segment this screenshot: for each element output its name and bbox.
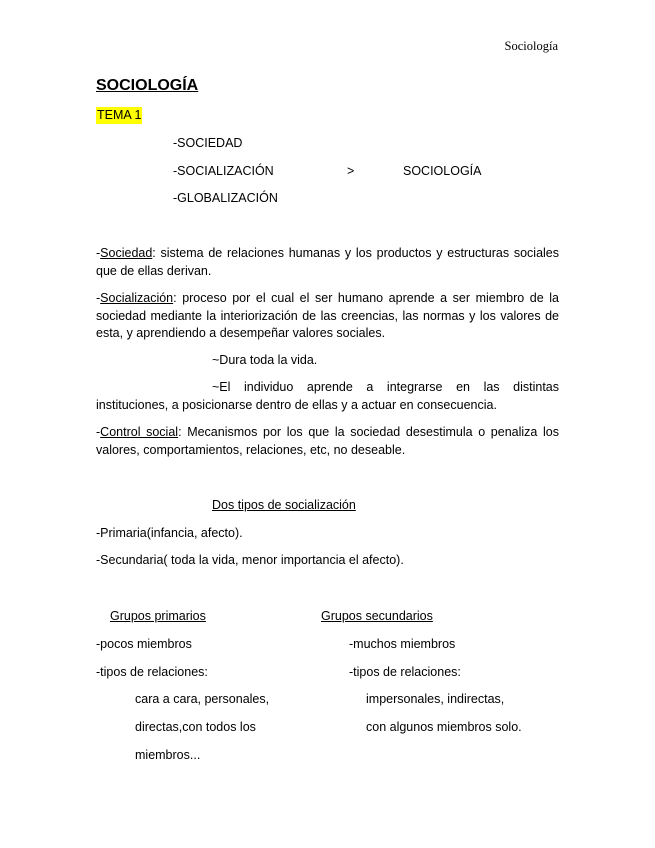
definition-prefix: - bbox=[96, 291, 101, 305]
note-individuo-rest: instituciones, a posicionarse dentro de ellas y a actuar en consecuencia. bbox=[96, 398, 497, 412]
primarios-item: directas,con todos los bbox=[135, 720, 256, 734]
grupos-secundarios-heading: Grupos secundarios bbox=[321, 609, 433, 623]
tipo-secundaria: -Secundaria( toda la vida, menor importancia el afecto). bbox=[96, 553, 404, 567]
tipo-primaria: -Primaria(infancia, afecto). bbox=[96, 526, 243, 540]
page-header: Sociología bbox=[504, 39, 558, 53]
secundarios-item: impersonales, indirectas, bbox=[366, 692, 505, 706]
topic-sociologia: SOCIOLOGÍA bbox=[403, 164, 482, 178]
grupos-primarios-heading: Grupos primarios bbox=[110, 609, 206, 623]
topic-arrow: > bbox=[347, 164, 355, 178]
definition-text: : sistema de relaciones humanas y los productos y estructuras sociales que de ellas derivan. bbox=[96, 246, 559, 278]
definition-prefix: - bbox=[96, 425, 101, 439]
primarios-item: -pocos miembros bbox=[96, 637, 192, 651]
term-control-social: Control social bbox=[100, 425, 179, 439]
definition-prefix: - bbox=[96, 246, 101, 260]
primarios-item: -tipos de relaciones: bbox=[96, 665, 208, 679]
term-socializacion: Socialización bbox=[100, 291, 174, 305]
definition-control-social bbox=[96, 424, 559, 459]
definition-sociedad bbox=[96, 245, 559, 280]
tipos-heading: Dos tipos de socialización bbox=[212, 498, 356, 512]
primarios-item: cara a cara, personales, bbox=[135, 692, 270, 706]
document-title: SOCIOLOGÍA bbox=[96, 77, 199, 94]
definition-text: : proceso por el cual el ser humano aprende a ser miembro de la sociedad mediante la interiorización de las creencias, las normas y los valores de esta, y aprendiendo a desempeñar valores sociales. bbox=[96, 291, 559, 340]
secundarios-item: -muchos miembros bbox=[349, 637, 456, 651]
tema-label: TEMA 1 bbox=[97, 108, 142, 122]
definition-text: : Mecanismos por los que la sociedad desestimula o penaliza los valores, comportamientos, relaciones, etc, no deseable. bbox=[96, 425, 559, 457]
term-sociedad: Sociedad bbox=[100, 246, 153, 260]
definition-socializacion bbox=[96, 290, 559, 343]
note-individuo-first: ~El individuo aprende a integrarse en las distintas bbox=[212, 380, 559, 394]
topic-sociedad: -SOCIEDAD bbox=[173, 136, 243, 150]
topic-globalizacion: -GLOBALIZACIÓN bbox=[173, 191, 278, 205]
topic-socializacion: -SOCIALIZACIÓN bbox=[173, 164, 274, 178]
primarios-item: miembros... bbox=[135, 748, 201, 762]
secundarios-item: -tipos de relaciones: bbox=[349, 665, 461, 679]
note-dura: ~Dura toda la vida. bbox=[212, 353, 318, 367]
secundarios-item: con algunos miembros solo. bbox=[366, 720, 522, 734]
